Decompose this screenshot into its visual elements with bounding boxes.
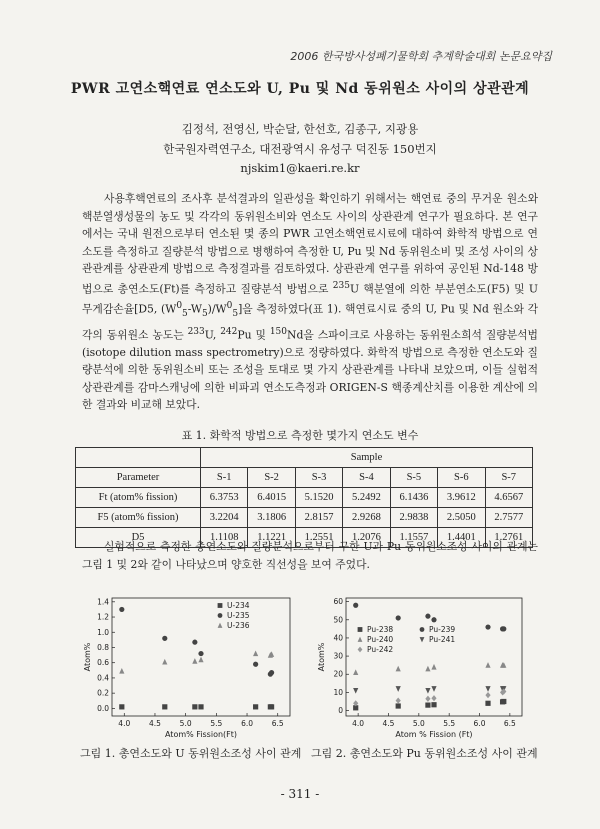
table-cell: 3.1806 — [248, 508, 295, 528]
table-cell: 2.8157 — [295, 508, 342, 528]
table-cell: 1.1557 — [390, 528, 437, 548]
abstract-text: Pu 및 — [237, 328, 270, 342]
legend-marker — [218, 613, 223, 618]
sample-col-header: S-6 — [438, 468, 485, 488]
superscript: 233 — [187, 326, 205, 337]
data-point-pu-240 — [396, 666, 401, 672]
superscript: 0 — [176, 301, 183, 312]
data-point-u-235 — [269, 670, 274, 675]
y-tick-label: 1.2 — [97, 612, 109, 622]
data-point-pu-241 — [485, 686, 490, 692]
data-point-u-235 — [253, 662, 258, 667]
table-cell: 2.5050 — [438, 508, 485, 528]
x-axis-label: Atom% Fission(Ft) — [164, 730, 238, 739]
x-axis-label: Atom % Fission (Ft) — [395, 730, 473, 739]
abstract-text: )/W — [207, 302, 227, 316]
figure-2-caption: 그림 2. 총연소도와 Pu 동위원소조성 사이 관계 — [311, 747, 538, 760]
data-point-pu-242 — [485, 692, 490, 698]
parameter-header: Parameter — [76, 468, 201, 488]
x-tick-label: 6.5 — [271, 719, 284, 728]
legend-marker — [218, 603, 223, 608]
table-cell: 6.1436 — [390, 488, 437, 508]
table-cell: 2.9838 — [390, 508, 437, 528]
data-point-u-234 — [269, 704, 274, 709]
y-axis-label: Atom% — [83, 642, 92, 672]
data-point-pu-241 — [431, 686, 436, 692]
abstract-text: U, — [204, 328, 221, 342]
sample-header: Sample — [201, 448, 533, 468]
sample-col-header: S-1 — [201, 468, 248, 488]
data-point-u-236 — [192, 658, 197, 664]
data-point-u-236 — [162, 659, 167, 665]
data-point-pu-241 — [425, 688, 430, 694]
sample-col-header: S-4 — [343, 468, 390, 488]
legend-marker — [358, 627, 363, 632]
table-cell: 5.1520 — [295, 488, 342, 508]
table-cell: 5.2492 — [343, 488, 390, 508]
x-tick-label: 5.0 — [179, 719, 192, 728]
legend-label: U-236 — [227, 621, 250, 630]
data-point-pu-239 — [353, 603, 358, 608]
x-tick-label: 5.5 — [210, 719, 223, 728]
abstract-text: ]을 측정하였다(표 1). 핵연료시료 중의 U, Pu 및 Nd 원소와 각각의 동위원소 농도는 — [82, 302, 539, 342]
superscript: 235 — [332, 280, 350, 291]
subscript: 5 — [201, 308, 208, 319]
y-tick-label: 10 — [333, 687, 343, 697]
table-cell: 3.9612 — [438, 488, 485, 508]
y-tick-label: 0.2 — [97, 688, 109, 698]
row-label: Ft (atom% fission) — [76, 488, 201, 508]
legend-label: U-234 — [227, 601, 250, 610]
data-point-u-236 — [119, 668, 124, 674]
results-paragraph — [82, 538, 538, 573]
data-point-pu-241 — [353, 688, 358, 694]
data-point-pu-239 — [431, 617, 436, 622]
table-caption: 표 1. 화학적 방법으로 측정한 몇가지 연소도 변수 — [181, 429, 419, 442]
table-cell: 1.2761 — [485, 528, 532, 548]
superscript: 242 — [220, 326, 238, 337]
data-point-pu-239 — [396, 615, 401, 620]
paper-title: PWR 고연소핵연료 연소도와 U, Pu 및 Nd 동위원소 사이의 상관관계 — [70, 81, 530, 97]
table-corner-cell — [76, 448, 201, 468]
data-point-pu-240 — [353, 669, 358, 675]
legend-label: Pu-240 — [367, 635, 394, 644]
burnup-table — [75, 447, 533, 548]
table-cell: 6.3753 — [201, 488, 248, 508]
y-tick-label: 1.4 — [97, 597, 109, 607]
sample-col-header: S-3 — [295, 468, 342, 488]
y-tick-label: 0.8 — [97, 642, 109, 652]
table-cell: 1.2551 — [295, 528, 342, 548]
table-cell: 3.2204 — [201, 508, 248, 528]
x-tick-label: 5.0 — [412, 719, 425, 728]
x-tick-label: 6.5 — [503, 719, 516, 728]
legend-marker — [358, 637, 363, 642]
y-tick-label: 60 — [333, 597, 343, 607]
data-point-u-235 — [162, 636, 167, 641]
data-point-pu-242 — [396, 697, 401, 703]
data-point-pu-238 — [485, 701, 490, 706]
x-tick-label: 4.5 — [382, 719, 395, 728]
y-tick-label: 0.0 — [97, 703, 109, 713]
y-tick-label: 0.4 — [97, 673, 109, 683]
row-label: F5 (atom% fission) — [76, 508, 201, 528]
y-tick-label: 30 — [333, 651, 343, 661]
sample-col-header: S-2 — [248, 468, 295, 488]
data-point-u-234 — [192, 704, 197, 709]
legend-label: Pu-241 — [429, 635, 456, 644]
data-point-u-235 — [192, 640, 197, 645]
x-tick-label: 5.5 — [443, 719, 456, 728]
superscript: 0 — [226, 301, 233, 312]
data-point-u-235 — [119, 607, 124, 612]
legend-label: U-235 — [227, 611, 250, 620]
data-point-u-236 — [253, 650, 258, 656]
table-cell: 1.1108 — [201, 528, 248, 548]
y-tick-label: 40 — [333, 633, 343, 643]
author-email: njskim1@kaeri.re.kr — [240, 161, 360, 175]
x-tick-label: 4.0 — [118, 719, 131, 728]
table-cell: 2.7577 — [485, 508, 532, 528]
data-point-u-236 — [198, 657, 203, 663]
row-label: D5 — [76, 528, 201, 548]
abstract-text: Nd을 스파이크로 사용하는 동위원소희석 질량분석법(isotope dilution mass spectrometry)으로 정량하였다. 화학적 방법으로 측정한 연소도와 질량분석에 의한 동위원소비 또는 조성을 토대로 몇 가지 상관관계를 나타내 보았으며, 이들 실험적 상관관계를 감마스캐닝에 의한 비파괴 연소도측정과 ORIGEN-S 핵종계산치를 이용한 계산에 의한 결과와 비교해 보았다. — [82, 328, 538, 412]
legend-label: Pu-239 — [429, 625, 456, 634]
table-header-row — [76, 468, 533, 488]
data-point-pu-242 — [431, 695, 436, 701]
legend-label: Pu-238 — [367, 625, 394, 634]
abstract-body — [82, 190, 538, 414]
data-point-pu-240 — [425, 666, 430, 672]
subscript: 5 — [232, 308, 239, 319]
figure-2-pu-isotopes — [318, 592, 528, 742]
table-header-row — [76, 448, 533, 468]
author-list: 김정석, 전영신, 박순달, 한선호, 김종구, 지광용 — [181, 122, 419, 136]
y-tick-label: 20 — [333, 669, 343, 679]
abstract-text: 사용후핵연료의 조사후 분석결과의 일관성을 확인하기 위해서는 핵연료 중의 무거운 원소와 핵분열생성물의 농도 및 각각의 동위원소비와 연소도 사이의 상관관계 연구가 필요하다. 본 연구에서는 국내 원전으로부터 연소된 몇 종의 PWR 고연소핵연료시료에 대하여 화학적 방법으로 연소도를 측정하고 질량분석 방법으로 병행하여 측정한 U, Pu 및 Nd 동위원소비 및 조성 사이의 상관관계를 상관관계 방법으로 측정결과를 검토하였다. 상관관계 연구를 위하여 공인된 Nd-148 방법으로 총연소도(Ft)를 측정하고 질량분석 방법으로 — [82, 192, 538, 296]
y-axis-label: Atom% — [317, 642, 326, 672]
affiliation: 한국원자력연구소, 대전광역시 유성구 덕진동 150번지 — [163, 142, 437, 156]
data-point-u-234 — [119, 704, 124, 709]
legend-marker — [218, 623, 223, 628]
x-tick-label: 4.5 — [148, 719, 161, 728]
abstract-paragraph — [82, 190, 538, 414]
data-point-u-234 — [162, 704, 167, 709]
y-tick-label: 1.0 — [97, 627, 109, 637]
data-point-pu-242 — [425, 696, 430, 702]
y-tick-label: 0.6 — [97, 658, 109, 668]
legend-marker — [420, 627, 425, 632]
data-point-pu-240 — [431, 664, 436, 670]
data-point-pu-238 — [431, 702, 436, 707]
legend-label: Pu-242 — [367, 645, 394, 654]
data-point-pu-239 — [501, 626, 506, 631]
table-cell: 1.2076 — [343, 528, 390, 548]
abstract-text: -W — [187, 302, 202, 316]
legend-marker — [420, 637, 425, 642]
table-cell: 1.4401 — [438, 528, 485, 548]
data-point-u-235 — [198, 651, 203, 656]
legend-marker — [358, 647, 363, 653]
data-point-pu-240 — [485, 662, 490, 668]
abstract-text: U 핵분열에 의한 부분연소도(F5) 및 U 무게감손율[D5, (W — [82, 282, 538, 316]
table-cell: 4.6567 — [485, 488, 532, 508]
x-tick-label: 4.0 — [352, 719, 365, 728]
data-point-pu-238 — [425, 703, 430, 708]
y-tick-label: 50 — [333, 615, 343, 625]
running-header: 2006 한국방사성폐기물학회 추계학술대회 논문요약집 — [290, 50, 552, 63]
table-cell: 2.9268 — [343, 508, 390, 528]
results-text: 실험적으로 측정한 총연소도와 질량분석으로부터 구한 U과 Pu 동위원소조성 사이의 관계는 그림 1 및 2와 같이 나타났으며 양호한 직선성을 보여 주었다. — [82, 540, 538, 571]
subscript: 5 — [182, 308, 188, 319]
superscript: 150 — [269, 326, 288, 337]
sample-col-header: S-7 — [485, 468, 532, 488]
figure-1-u-isotopes — [70, 592, 300, 742]
x-tick-label: 6.0 — [241, 719, 254, 728]
data-point-u-234 — [198, 704, 203, 709]
table-cell: 1.1221 — [248, 528, 295, 548]
table-row — [76, 508, 533, 528]
y-tick-label: 0 — [338, 706, 343, 716]
data-point-pu-239 — [485, 624, 490, 629]
data-point-pu-238 — [501, 699, 506, 704]
table-cell: 6.4015 — [248, 488, 295, 508]
data-point-u-234 — [253, 704, 258, 709]
page-number: - 311 - — [280, 787, 320, 801]
sample-col-header: S-5 — [390, 468, 437, 488]
x-tick-label: 6.0 — [473, 719, 486, 728]
data-point-pu-241 — [396, 686, 401, 692]
data-point-pu-239 — [425, 614, 430, 619]
figure-1-caption: 그림 1. 총연소도와 U 동위원소조성 사이 관계 — [80, 747, 302, 760]
table-row — [76, 488, 533, 508]
data-point-pu-238 — [396, 703, 401, 708]
